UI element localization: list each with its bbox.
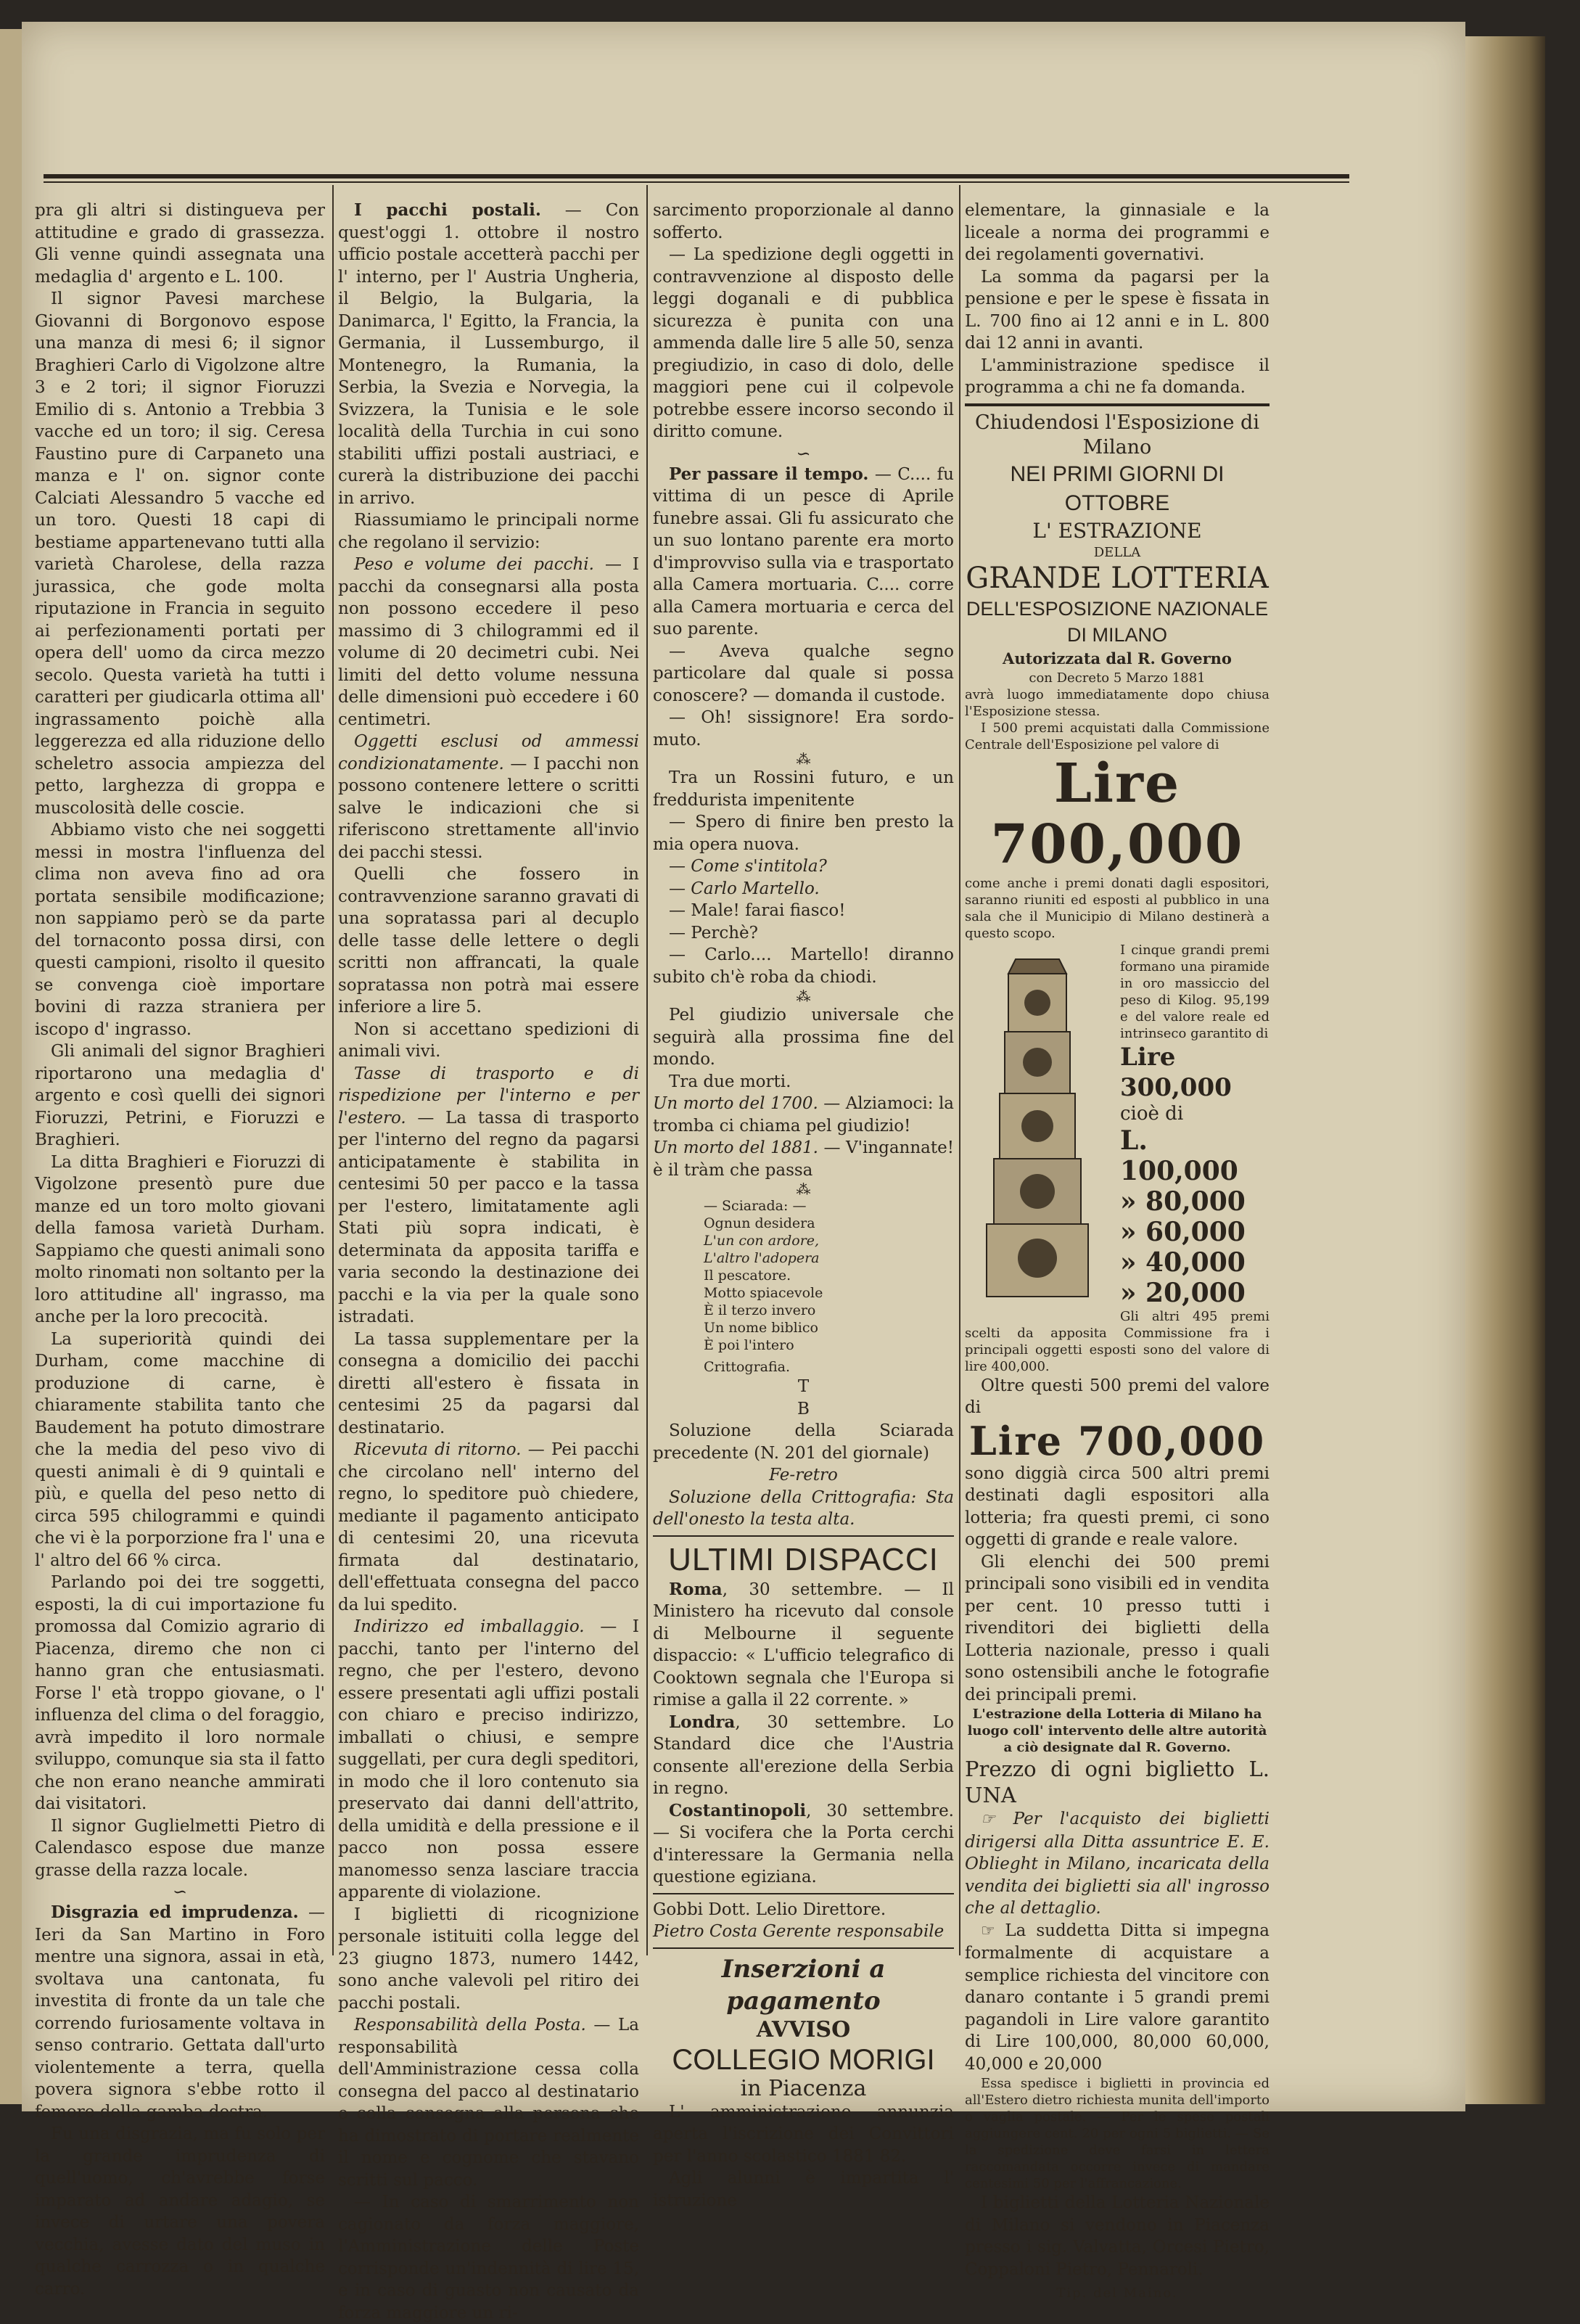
solution-text: Soluzione della Sciarada precedente (N. 201 del giornale) [653,1421,954,1463]
pointing-hand-icon: ☞ [981,1921,1005,1940]
column-divider [959,185,960,1955]
article-text: Non si accettano spedizioni di animali vivi. [338,1019,639,1061]
header-rule-thin [44,181,1349,183]
article-text: — La spedizione degli oggetti in contravvenzione al disposto delle leggi doganali e di pubblica sicurezza è punita con una ammenda dalle lire 5 alle 50, senza pregiudizio, in caso di dolo, delle maggiori pene cui il colpevole potrebbe essere incorso secondo il diritto comune. [653,245,954,441]
lottery-title: GRANDE LOTTERIA [966,561,1269,595]
poem-line: L'altro l'adopera [704,1250,820,1266]
article-paragraph [653,1093,954,1137]
speaker: Un morto del 1881. [653,1138,818,1157]
article-text: Il signor Guglielmetti Pietro di Calendasco espose due manze grasse della razza locale. [35,1816,325,1880]
solution-text: Soluzione della Crittografia: Sta dell'onesto la testa alta. [653,1487,954,1529]
crittografia-letter: T [797,1377,810,1396]
subheading: Responsabilità della Posta. [354,2016,586,2034]
article-paragraph [338,1616,639,1904]
poem-line: Un nome biblico [704,1320,818,1336]
article-text: — Male! farai fiasco! [669,901,846,920]
article-text: — Come s'intitola? [669,857,827,876]
subheading: Ricevuta di ritorno. [354,1440,522,1459]
lottery-text: Gli elenchi dei 500 premi principali sono visibili ed in vendita per cent. 10 presso tutti i rivenditori dei biglietti della Lotteria nazionale, presso i quali sono ostensibili anche le fotografie dei principali premi. [965,1552,1270,1704]
prize-value: » 40,000 [1120,1247,1246,1278]
article-text: Parlando poi dei tre soggetti, esposti, la di cui importazione fu promossa dal Comizio agrario di Piacenza, diremo che non ci hanno gran che entusiasmati. Forse l' età troppo giovane, o l' influenza del clima o del foraggio, avrà impedito il loro normale sviluppo, comunque sia sta il fatto che non erano neanche ammirati dai visitatori. [35,1573,325,1813]
article-text: — I pacchi non possono contenere lettere o scritti salve le indicazioni che si riferiscono strettamente all'invio dei pacchi stessi. [338,754,639,862]
divider [653,1947,954,1949]
article-paragraph [338,554,639,731]
article-text: — Perchè? [669,923,758,943]
lottery-text: Oltre questi 500 premi del valore di [965,1376,1270,1417]
article-text: — Carlo.... Martello! diranno subito ch'è roba da chiodi. [653,945,954,987]
article-text: Tra un Rossini futuro, e un freddurista impenitente [653,768,954,810]
sciarada [653,1197,954,1376]
poem-line: È poi l'intero [704,1337,794,1353]
article-text: I biglietti di ricognizione personale istituiti colla legge del 23 giugno 1873, numero 1442, sono anche valevoli pel ritiro dei pacchi postali. [338,1905,639,2013]
article-text: La ditta Braghieri e Fioruzzi di Vigolzone presentò pure due manze ed un toro molto giovani della famosa varietà Durham. Sappiamo che questi animali sono molto rinomati non soltanto per la loro attitudine all' ingrasso, ma anche per la loro precocità. [35,1152,325,1326]
dispatch-text: , 30 settembre. Lo Standard dice che l'Austria consente all'erezione della Serbia in regno. [653,1712,954,1798]
collegio-text: La somma da pagarsi per la pensione e per le spese è fissata in L. 700 fino ai 12 anni e in L. 800 dai 12 anni in avanti. [965,267,1270,353]
article-text: Fu una disgrazia, ma fu solo per la grande imprudenza di quell'uomo, ch'avrebbe forse imparato ad andare adagio, se invece di urtare una povera vecchia, avesse dato del muso in qualche carrozza o in qualche carro. [35,2124,325,2299]
article-text: — Con quest'oggi 1. ottobre il nostro ufficio postale accetterà pacchi per l' interno, per l' Austria Ungheria, il Belgio, la Bulgaria, la Danimarca, l' Egitto, la Francia, la Germania, il Lussemburgo, il Montenegro, la Rumania, la Serbia, la Svezia e Norvegia, la Svizzera, la Tunisia e le sole località della Turchia in cui sono stabiliti uffizi postali austriaci, e curerà la distribuzione dei pacchi in arrivo. [338,201,639,508]
article-tempo [653,464,954,641]
article-text: Pel giudizio universale che seguirà alla prossima fine del mondo. [653,1006,954,1069]
inserzioni-heading: Inserzioni a pagamento [721,1954,886,2016]
article-text: — I pacchi, tanto per l'interno del regno, che per l'estero, devono essere presentati agli uffizi postali con chiaro e preciso indirizzo, imballati o chiusi, e sempre suggellati, per cura degli speditori, in modo che il loro contenuto sia preservato dai danni dell'attrito, della umidità e della pressione e il pacco non possa essere manomesso senza lasciare traccia apparente di violazione. [338,1617,639,1902]
article-text: — I pacchi da consegnarsi alla posta non possono eccedere il peso massimo di 3 chilogrammi ed il volume di 20 decimetri cubi. Nei limiti del detto volume nessuna delle dimensioni può eccedere i 60 centimetri. [338,555,639,729]
article-text: pra gli altri si distingueva per attitudine e grado di grassezza. Gli venne quindi assegnata una medaglia d' argento e L. 100. [35,201,325,287]
crittografia-title: Crittografia. [704,1359,791,1375]
article-text: — La responsabilità dell'Amministrazione cessa colla consegna del pacco al destinatario o colla consegna alla persona che ha dimostrato di portare realmente il nome e cognome che stavano scritti sul pacco. [338,2016,640,2190]
lottery-amount: Lire 700,000 [968,1417,1266,1464]
lottery-line: cioè di [1120,1103,1184,1125]
collegio-text: elementare, la ginnasiale e la liceale a norma dei programmi e dei regolamenti governativi. [965,201,1270,264]
collegio-location: in Piacenza [740,2075,867,2101]
lottery-line: L' ESTRAZIONE [1032,518,1202,543]
book-spine [1465,36,1545,2104]
lottery-line: NEI PRIMI GIORNI DI OTTOBRE [1010,461,1225,515]
collegio-title: COLLEGIO MORIGI [672,2043,935,2076]
dispatch-text: , 30 settembre. — Il Ministero ha ricevuto dal console di Melbourne il seguente dispaccio: « L'ufficio telegrafico di Cooktown segnala che l'Europa si rimise a galla il 22 corrente. » [653,1580,954,1709]
article-text: La superiorità quindi dei Durham, come macchine di produzione di carne, è chiaramente stabilita tanto che Baudement ha potuto dimostrare che la media del peso vivo di questi animali è di 9 quintali e più, e quella del peso netto di circa 595 chilogrammi e quindi che vi è la porporzione fra l' una e l' altro del 66 % circa. [35,1329,325,1570]
dispatch-place: Costantinopoli [669,1800,807,1820]
article-text: — Pei pacchi che circolano nell' interno del regno, lo speditore può chiedere, mediante il pagamento anticipato di centesimi 20, una ricevuta firmata dal destinatario, dell'effettuata consegna del pacco da lui spedito. [338,1440,639,1614]
poem-line: È il terzo invero [704,1302,816,1318]
column-divider [332,185,334,1955]
ticket-price: Prezzo di ogni biglietto L. UNA [965,1757,1270,1807]
dispacci-heading: ULTIMI DISPACCI [668,1541,939,1577]
article-paragraph [338,2014,639,2191]
article-text: — C.... fu vittima di un pesce di Aprile funebre assai. Gli fu assicurato che un suo lontano parente era morto d'improvviso sulla via e trasportato alla Camera mortuaria. C.... corre alla Camera mortuaria e cerca del suo parente. [653,464,955,639]
lottery-text: La suddetta Ditta si impegna formalmente di acquistare a semplice richiesta del vincitore con danaro contante i 5 grandi premi pagandoli in Lire valore garantito di Lire 100,000, 80,000 60,000, 40,000 e 20,000 [965,1921,1270,2074]
article-heading: Per passare il tempo. [669,464,869,484]
lottery-text: sono diggià circa 500 altri premi destinati dagli espositori alla lotteria; fra questi premi, ci sono oggetti di grande e reale valore. [965,1463,1270,1549]
dispatch-costantinopoli [653,1800,954,1889]
subheading: Oggetti esclusi od ammessi condizionatamente. [338,732,639,773]
poem-line: Il pescatore. [704,1268,791,1284]
lottery-text: I cinque grandi premi formano una piramide in oro massiccio del peso di Kilog. 95,199 e del valore reale ed intrinseco garantito di [1120,943,1270,1041]
lottery-line: DELL'ESPOSIZIONE NAZIONALE DI MILANO [966,597,1269,646]
collegio-text: Agli alunni è impartita l' istruzione [653,2169,954,2210]
lottery-text [965,1808,1270,1920]
article-heading: I pacchi postali. [354,200,541,220]
subheading: Peso e volume dei pacchi. [354,555,594,574]
lottery-text: Per l'acquisto dei biglietti dirigersi alla Ditta assuntrice E. E. Oblieght in Milano, incaricata della vendita dei biglietti sia all' ingrosso che al dettaglio. [965,1810,1270,1918]
signature-gerente: Pietro Costa Gerente responsabile [653,1922,945,1941]
subheading: Indirizzo ed imballaggio. [354,1617,585,1636]
divider [653,1535,954,1537]
prize-value: » 20,000 [1120,1277,1246,1308]
prize-value: » 80,000 [1120,1186,1246,1217]
article-pacchi [338,200,639,509]
collegio-text: L' amministrazione annunzia aperta l'iscrizione dei Convittori per l'anno scolastico 1881 82. [653,2102,954,2166]
article-text: Il signor Pavesi marchese Giovanni di Borgonovo espose una manza di mesi 6; il signor Braghieri Carlo di Vigolzone altre 3 e 2 tori; il signor Fioruzzi Emilio di s. Antonio a Trebbia 3 vacche ed un toro; il sig. Ceresa Faustino pure di Carpaneto una manza e l' on. signor conte Calciati Alessandro 5 vacche ed un toro. Questi 18 capi di bestiame appartenevano tutti alla varietà Charolese, della razza jurassica, che gode molta riputazione in Francia in seguito ai perfezionamenti portati per opera dell' uomo da circa mezzo secolo. Questa varietà ha tutti i caratteri per giudicarla ottima all' ingrassamento poichè alla leggerezza ed alla riduzione dello scheletro associa ampiezza del petto, larghezza di groppa e muscolosità delle coscie. [35,290,325,818]
article-text: — Alziamoci: la tromba ci chiama pel giudizio! [653,1094,955,1136]
column-2 [338,200,639,2324]
article-text: sarcimento proporzionale al danno sofferto. [653,201,954,242]
article-heading: Disgrazia ed imprudenza. [51,1902,299,1922]
poem-line: Ognun desidera [704,1215,815,1231]
article-text: Riassumiamo le principali norme che regolano il servizio: [338,511,639,552]
article-text: La tassa supplementare per la consegna a domicilio dei pacchi diretti all'estero è fissata in centesimi 25 da pagarsi dal destinatario. [338,1329,639,1437]
article-paragraph [338,1063,639,1329]
section-separator: ∽ [796,443,811,464]
divider [653,1893,954,1894]
crittografia-letter: B [797,1399,810,1418]
article-text: Quelli che fossero in contravvenzione saranno gravati di una sopratassa pari al decuplo delle tasse delle lettere o degli scritti non affrancati, la quale sopratassa non potrà mai essere inferiore a lire 5. [338,865,639,1017]
lottery-text: Gli altri 495 premi scelti da apposita Commissione fra i principali oggetti esposti sono del valore di lire 400,000. [965,1308,1270,1374]
printer-credit: Tip. del Maino. [1056,2286,1178,2301]
article-text: — Aveva qualche segno particolare dal quale si possa conoscere? — domanda il custode. [653,641,954,705]
divider [965,403,1270,406]
poem-line: Motto spiacevole [704,1285,823,1301]
prize-value: » 60,000 [1120,1216,1246,1247]
avviso-heading: AVVISO [756,2016,851,2042]
lottery-text [965,1920,1270,2076]
lottery-line: con Decreto 5 Marzo 1881 [1029,670,1206,686]
dispatch-roma [653,1579,954,1712]
asterism: ⁂ [796,750,811,768]
article-text: — In caso di smarrimento non cagionato da forza maggiore, l'Amministrazione delle Poste corrisponde un'indennità di lire 15, e in caso di guasto non causato da forza maggiore un ri- [338,2193,639,2323]
header-rule [44,174,1349,178]
article-text: Abbiamo visto che nei soggetti messi in mostra l'influenza del clima non aveva fino ad ora portata sensibile modificazione; non sappiamo però se da parte del tornaconto possa dirsi, con questi campioni, risolto il quesito se convenga cioè importare bovini di razza straniera per iscopo d' ingrasso. [35,821,325,1039]
dispatch-place: Londra [669,1712,736,1732]
lottery-text: avrà luogo immediatamente dopo chiusa l'Esposizione stessa. [965,687,1270,719]
lottery-amount: Lire 700,000 [990,752,1244,876]
lottery-line: Chiudendosi l'Esposizione di Milano [975,411,1259,459]
dispatch-londra [653,1712,954,1800]
dispatch-place: Roma [669,1579,723,1599]
article-paragraph [653,1137,954,1181]
lottery-amount: Lire 300,000 [1120,1043,1232,1102]
lottery-text: I 500 premi acquistati dalla Commissione Centrale dell'Esposizione pel valore di [965,720,1270,752]
subheading: Tasse di trasporto e di rispedizione per l'interno e per l'estero. [338,1064,639,1128]
article-text: — V'ingannate! è il tràm che passa [653,1138,954,1180]
article-text: — Oh! sissignore! Era sordo-muto. [653,708,954,750]
lottery-line: DELLA [1093,544,1141,560]
lottery-line: Autorizzata dal R. Governo [1003,649,1232,668]
section-separator: ∽ [172,1881,188,1902]
lottery-text: come anche i premi donati dagli espositori, saranno riuniti ed esposti al pubblico in una sala che il Municipio di Milano destinerà a questo scopo. [965,876,1270,941]
signature-director: Gobbi Dott. Lelio Direttore. [653,1900,886,1919]
collegio-text: L'amministrazione spedisce il programma a chi ne fa domanda. [965,356,1270,397]
poem-line: L'un con ardore, [704,1233,820,1249]
article-text: Tra due morti. [669,1072,791,1091]
dispatch-text: , 30 settembre. — Si vocifera che la Porta cerchi d'interessare la Germania nella questione egiziana. [653,1801,954,1886]
prize-block [965,942,1270,1375]
asterism: ⁂ [796,1181,811,1198]
column-divider [646,185,648,1955]
solution-text: Fe-retro [769,1466,838,1485]
left-page-edge [0,29,22,2104]
sciarada-title: — Sciarada: — [704,1198,807,1214]
article-text: Gli animali del signor Braghieri riportarono una medaglia d' argento e così quelli dei signori Fioruzzi, Petrini, e Fioruzzi e Braghieri. [35,1042,325,1149]
lottery-text: L'estrazione della Lotteria di Milano ha luogo coll' intervento delle altre autorità a ciò designate dal R. Governo. [967,1707,1267,1755]
article-paragraph [338,1439,639,1616]
speaker: Un morto del 1700. [653,1094,818,1113]
article-text: — Ieri da San Martino in Foro mentre una signora, assai in età, svoltava una cantonata, fu investita di fronte da un tale che correndo furiosamente voltava in senso contrario. Gettata dall'urto violentemente a terra, quella povera signora s'ebbe rotto il femore della gamba destra. [35,1903,326,2122]
article-paragraph [338,731,639,863]
asterism: ⁂ [796,988,811,1005]
pointing-hand-icon: ☞ [981,1810,1013,1828]
article-disgrazia [35,1902,325,2123]
lottery-text: I biglietti della Lotteria Nazionale di Milano si vendono in Piacenza presso i sig. Valvatta, Orcesi Pietro, Coppaloni Pietro, Pennaroli. [965,2193,1270,2279]
article-text: — Spero di finire ben presto la mia opera nuova. [653,813,954,854]
column-1 [35,200,325,2300]
pyramid-prize-illustration [965,945,1110,1307]
column-4 [965,200,1270,2302]
prize-value: L. 100,000 [1120,1125,1238,1186]
article-text: — La tassa di trasporto per l'interno del regno da pagarsi anticipatamente è stabilita in centesimi 50 per pacco e la tassa per l'estero, limitatamente agli Stati più sopra indicati, è determinata da apposita tariffa e varia secondo la destinazione dei pacchi e la via per la quale sono istradati. [338,1108,639,1326]
article-text: — Carlo Martello. [669,879,820,898]
column-3 [653,200,954,2212]
lottery-text: Essa spedisce i biglietti in provincia ed all'Estero dietro richiesta munita dell'importo o vaglia postale. — Per le spese postali aggiungere cent. 20 per ogni 5 biglietti. — Se la spedizione deve farsi in lettera raccomandata occorre invece di mandare centesimi 50 per l'affrancazione. [965,2076,1270,2191]
